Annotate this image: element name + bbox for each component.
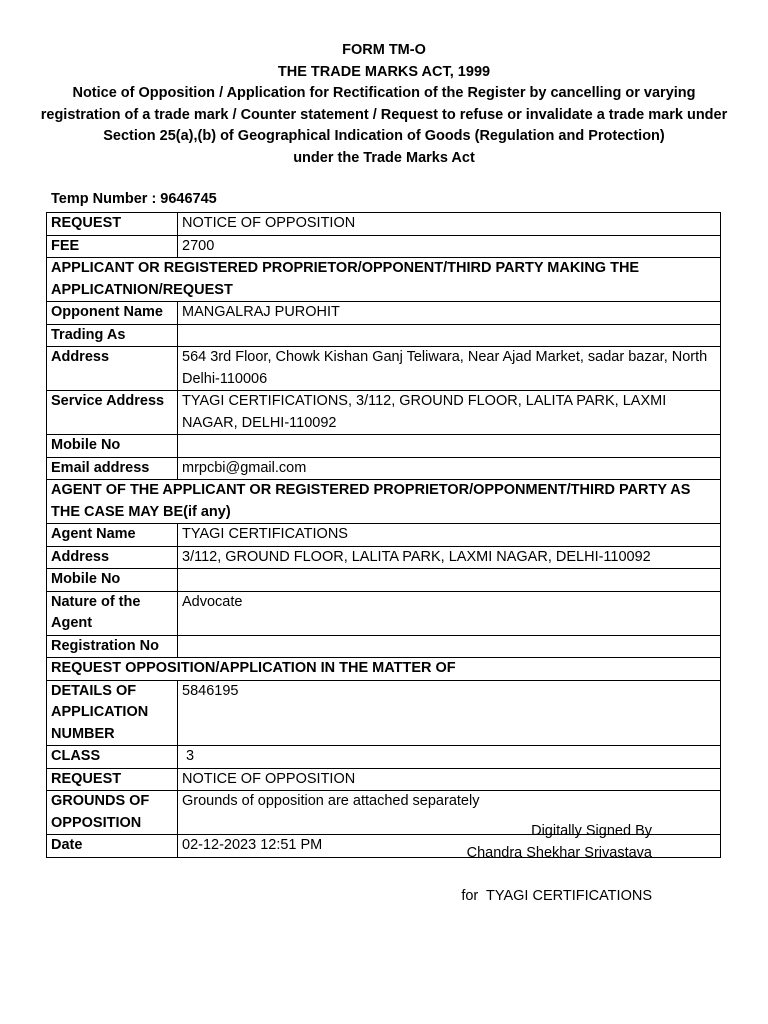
- email-value: mrpcbi@gmail.com: [178, 457, 721, 480]
- notice-title: Notice of Opposition / Application for Rectification of the Register by cancelling or varying registration of a trade mark / Counter statement / Request to refuse or invalidate a trade mark under Section 25(a),(b) of Geographical Indication of Goods (Regulation and Protection): [40, 85, 728, 144]
- table-row: [47, 258, 721, 302]
- class-label: CLASS: [47, 746, 178, 769]
- email-label: Email address: [47, 457, 178, 480]
- opposition-form-table: [46, 212, 721, 858]
- table-row: [47, 480, 721, 524]
- signature-for: for TYAGI CERTIFICATIONS: [461, 888, 652, 904]
- table-row: [47, 347, 721, 391]
- date-value: 02-12-2023 12:51 PM: [178, 835, 721, 858]
- under-act: under the Trade Marks Act: [293, 149, 475, 166]
- agent-mobile-value: [178, 569, 721, 592]
- request-value: NOTICE OF OPPOSITION: [178, 213, 721, 236]
- table-row: [47, 213, 721, 236]
- agent-address-label: Address: [47, 546, 178, 569]
- registration-no-value: [178, 635, 721, 658]
- act-title: THE TRADE MARKS ACT, 1999: [277, 63, 491, 80]
- signature-line-1: Digitally Signed By: [531, 823, 652, 839]
- trading-as-label: Trading As: [47, 324, 178, 347]
- agent-address-value: 3/112, GROUND FLOOR, LALITA PARK, LAXMI NAGAR, DELHI-110092: [178, 546, 721, 569]
- registration-no-label: Registration No: [47, 635, 178, 658]
- signature-name: Chandra Shekhar Srivastava: [466, 845, 652, 861]
- agent-name-label: Agent Name: [47, 524, 178, 547]
- request2-label: REQUEST: [47, 768, 178, 791]
- fee-value: 2700: [178, 235, 721, 258]
- agent-nature-value: Advocate: [178, 591, 721, 635]
- agent-name-value: TYAGI CERTIFICATIONS: [178, 524, 721, 547]
- table-row: [47, 457, 721, 480]
- fee-label: FEE: [47, 235, 178, 258]
- request2-value: NOTICE OF OPPOSITION: [178, 768, 721, 791]
- table-row: [47, 635, 721, 658]
- table-row: [47, 591, 721, 635]
- section-matter-heading: REQUEST OPPOSITION/APPLICATION IN THE MATTER OF: [47, 658, 721, 681]
- table-row: [47, 435, 721, 458]
- agent-nature-label: Nature of the Agent: [47, 591, 178, 635]
- table-row: [47, 302, 721, 325]
- table-row: [47, 746, 721, 769]
- address-value: 564 3rd Floor, Chowk Kishan Ganj Teliwara, Near Ajad Market, sadar bazar, North Delhi-110006: [178, 347, 721, 391]
- application-number-value: 5846195: [178, 680, 721, 746]
- table-row: [47, 524, 721, 547]
- table-row: [47, 235, 721, 258]
- mobile-label: Mobile No: [47, 435, 178, 458]
- table-row: [47, 546, 721, 569]
- service-address-value: TYAGI CERTIFICATIONS, 3/112, GROUND FLOOR, LALITA PARK, LAXMI NAGAR, DELHI-110092: [178, 391, 721, 435]
- table-row: [47, 391, 721, 435]
- table-row: [47, 768, 721, 791]
- table-row: [47, 658, 721, 681]
- form-number: FORM TM-O: [342, 42, 426, 58]
- address-label: Address: [47, 347, 178, 391]
- grounds-value: Grounds of opposition are attached separately: [178, 791, 721, 835]
- request-label: REQUEST: [47, 213, 178, 236]
- mobile-value: [178, 435, 721, 458]
- date-label: Date: [47, 835, 178, 858]
- agent-mobile-label: Mobile No: [47, 569, 178, 592]
- trading-as-value: [178, 324, 721, 347]
- service-address-label: Service Address: [47, 391, 178, 435]
- opponent-name-value: MANGALRAJ PUROHIT: [178, 302, 721, 325]
- table-row: [47, 324, 721, 347]
- form-header: [0, 40, 768, 169]
- class-value: 3: [178, 746, 721, 769]
- section-applicant-heading: APPLICANT OR REGISTERED PROPRIETOR/OPPONENT/THIRD PARTY MAKING THE APPLICATNION/REQUEST: [47, 258, 721, 302]
- temp-number: Temp Number : 9646745: [51, 191, 217, 207]
- table-row: [47, 569, 721, 592]
- opponent-name-label: Opponent Name: [47, 302, 178, 325]
- grounds-label: GROUNDS OF OPPOSITION: [47, 791, 178, 835]
- application-number-label: DETAILS OF APPLICATION NUMBER: [47, 680, 178, 746]
- section-agent-heading: AGENT OF THE APPLICANT OR REGISTERED PROPRIETOR/OPPONMENT/THIRD PARTY AS THE CASE MAY BE(if any): [47, 480, 721, 524]
- table-row: [47, 680, 721, 746]
